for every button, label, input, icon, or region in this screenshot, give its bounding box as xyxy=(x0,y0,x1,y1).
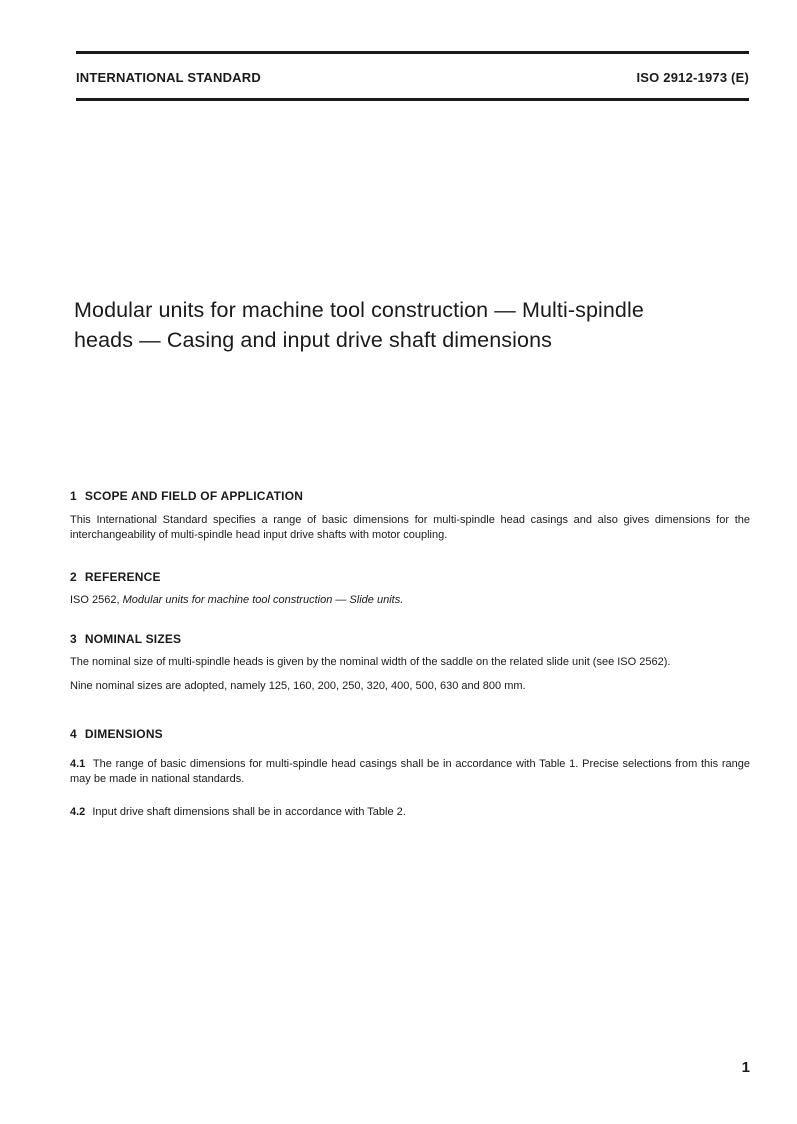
section-1-heading xyxy=(70,489,750,503)
section-1-text: This International Standard specifies a range of basic dimensions for multi-spindle head casings and also gives dimensions for the interchangeability of multi-spindle head input drive shafts with motor coupling. xyxy=(70,514,750,541)
section-4-number: 4 xyxy=(70,727,77,741)
clause-4-1 xyxy=(70,757,750,787)
section-3-text-1: The nominal size of multi-spindle heads is given by the nominal width of the saddle on the related slide unit (see ISO 2562). xyxy=(70,656,671,668)
section-3-heading xyxy=(70,632,750,646)
section-4-heading xyxy=(70,727,750,741)
section-3-number: 3 xyxy=(70,632,77,646)
section-3-title: NOMINAL SIZES xyxy=(84,632,182,646)
section-2-number: 2 xyxy=(70,570,77,584)
section-4-title: DIMENSIONS xyxy=(84,727,163,741)
section-2-heading xyxy=(70,570,750,584)
clause-4-1-number: 4.1 xyxy=(70,758,86,770)
clause-4-2 xyxy=(70,805,750,820)
header-standard-number: ISO 2912-1973 (E) xyxy=(636,70,749,85)
clause-4-2-text: Input drive shaft dimensions shall be in accordance with Table 2. xyxy=(92,806,406,818)
clause-4-2-number: 4.2 xyxy=(70,806,86,818)
section-1-title: SCOPE AND FIELD OF APPLICATION xyxy=(84,489,304,503)
section-3-text-2: Nine nominal sizes are adopted, namely 125, 160, 200, 250, 320, 400, 500, 630 and 800 mm. xyxy=(70,680,526,692)
page-number: 1 xyxy=(741,1059,750,1076)
title-line-2: heads — Casing and input drive shaft dimensions xyxy=(74,328,552,352)
clause-4-1-text: The range of basic dimensions for multi-spindle head casings shall be in accordance with Table 1. Precise selections from this range may be made in national standards. xyxy=(70,758,751,785)
reference-title: Modular units for machine tool construction — Slide units. xyxy=(122,594,404,606)
section-1-number: 1 xyxy=(70,489,77,503)
header-standard-type: INTERNATIONAL STANDARD xyxy=(76,70,261,85)
header-bottom-rule xyxy=(76,98,749,101)
header-top-rule xyxy=(76,51,749,54)
reference-code: ISO 2562, xyxy=(70,594,120,606)
section-2-reference xyxy=(70,593,750,608)
title-line-1: Modular units for machine tool construction — Multi-spindle xyxy=(74,298,644,322)
document-title xyxy=(74,295,754,355)
section-2-title: REFERENCE xyxy=(84,570,161,584)
